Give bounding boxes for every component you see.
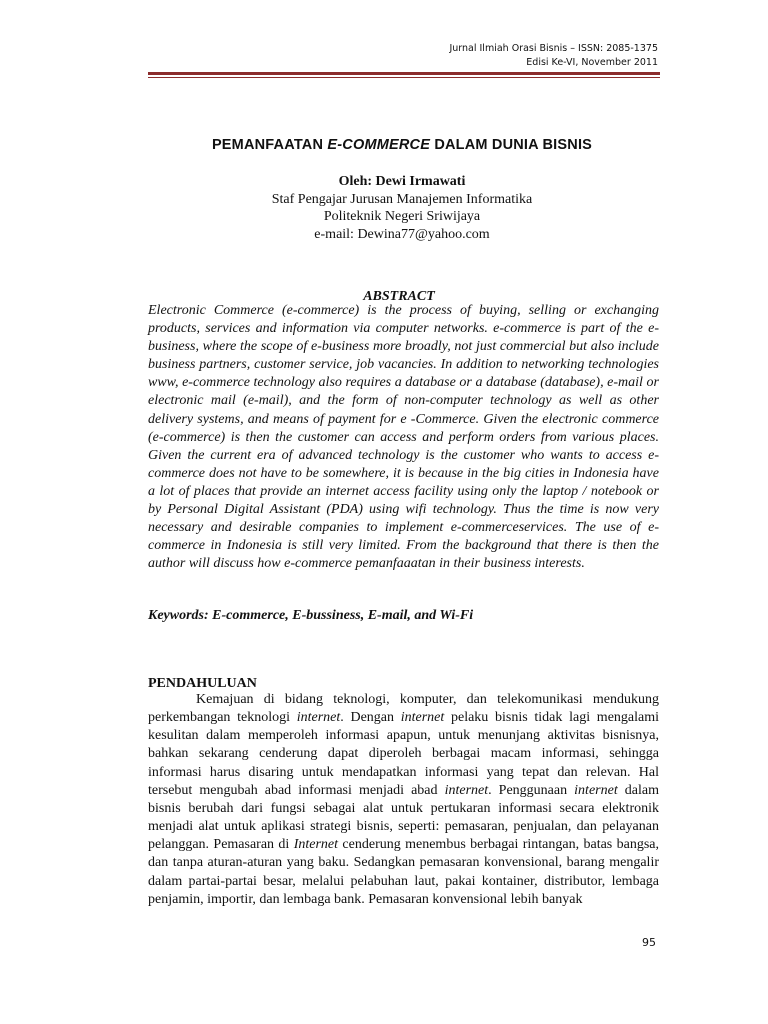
paragraph-run-italic: internet <box>400 710 445 726</box>
title-part-3: DALAM DUNIA BISNIS <box>430 137 593 153</box>
header-rule-thin <box>148 77 660 78</box>
section-paragraph <box>148 691 659 909</box>
paragraph-run-italic: internet <box>444 782 489 798</box>
paragraph-run: Kemajuan di bidang teknologi, komputer, dan telekomunikasi mendukung perkembangan teknologi <box>148 692 659 726</box>
keywords: Keywords: E-commerce, E-bussiness, E-mail, and Wi-Fi <box>148 608 474 623</box>
page-number: 95 <box>642 936 656 949</box>
author-position: Staf Pengajar Jurusan Manajemen Informatika <box>271 191 533 207</box>
author-block <box>0 173 768 243</box>
paragraph-run: dalam bisnis berubah dari fungsi sebagai alat untuk pertukaran informasi secara elektronik menjadi alat untuk aplikasi strategi bisnis, seperti: pemasaran, penjualan, dan pelayanan pelanggan. Pemasaran di <box>148 782 659 853</box>
paragraph-run: pelaku bisnis tidak lagi mengalami kesulitan dalam memperoleh informasi apapun, untuk menunjang aktivitas bisnisnya, bahkan sekarang cenderung dapat diperoleh berbagai macam informasi, sehingga informasi harus disaring untuk mendapatkan informasi yang tepat dan relevan. Hal tersebut mengubah abad informasi menjadi abad <box>148 710 660 798</box>
author-institution: Politeknik Negeri Sriwijaya <box>323 209 481 224</box>
title-part-2: E-COMMERCE <box>327 137 431 153</box>
author-email: e-mail: Dewina77@yahoo.com <box>314 226 490 242</box>
paragraph-run-italic: Internet <box>293 837 339 853</box>
paragraph-run: cenderung menembus berbagai rintangan, batas bangsa, dan tanpa aturan-aturan yang baku. Sedangkan pemasaran konvensional, barang mengalir dalam partai-partai besar, melalui pelabuhan laut, pakai kontainer, distributor, lembaga penjamin, importir, dan lembaga bank. Pemasaran konvensional lebih banyak <box>148 837 660 907</box>
abstract-heading: ABSTRACT <box>363 289 435 304</box>
edition-label: Edisi Ke-VI, November 2011 <box>526 57 658 68</box>
running-header <box>449 42 658 70</box>
header-rule-thick <box>148 72 660 75</box>
paper-title <box>0 137 768 153</box>
paragraph-run-italic: internet <box>574 782 618 798</box>
journal-name: Jurnal Ilmiah Orasi Bisnis – ISSN: 2085-1375 <box>449 43 658 54</box>
author-name: Oleh: Dewi Irmawati <box>338 174 466 189</box>
paragraph-run: . Penggunaan <box>488 782 575 798</box>
paragraph-run: . Dengan <box>340 710 401 726</box>
paragraph-run-italic: internet <box>296 710 341 726</box>
abstract-text: Electronic Commerce (e-commerce) is the process of buying, selling or exchanging products, services and information via computer networks. e-commerce is part of the e-business, where the scope of e-business more broadly, not just commercial but also include business partners, customer service, job vacancies. In addition to networking technologies www, e-commerce technology also requires a database or a database (database), e-mail or electronic mail (e-mail), and the form of non-computer technology as well as other delivery systems, and means of payment for e -Commerce. Given the electronic commerce (e-commerce) is then the customer can access and perform orders from various places. Given the current era of advanced technology is the customer who wants to access e-commerce does not have to be somewhere, it is because in the big cities in Indonesia have a lot of places that provide an internet access facility using only the laptop / notebook or by Personal Digital Assistant (PDA) using wifi technology. Thus the time is now very necessary and desirable companies to implement e-commerceservices. The use of e-commerce in Indonesia is still very limited. From the background that there is then the author will discuss how e-commerce pemanfaaatan in their business interests. <box>148 303 659 572</box>
section-heading: PENDAHULUAN <box>148 676 257 691</box>
title-part-1: PEMANFAATAN <box>211 137 328 153</box>
